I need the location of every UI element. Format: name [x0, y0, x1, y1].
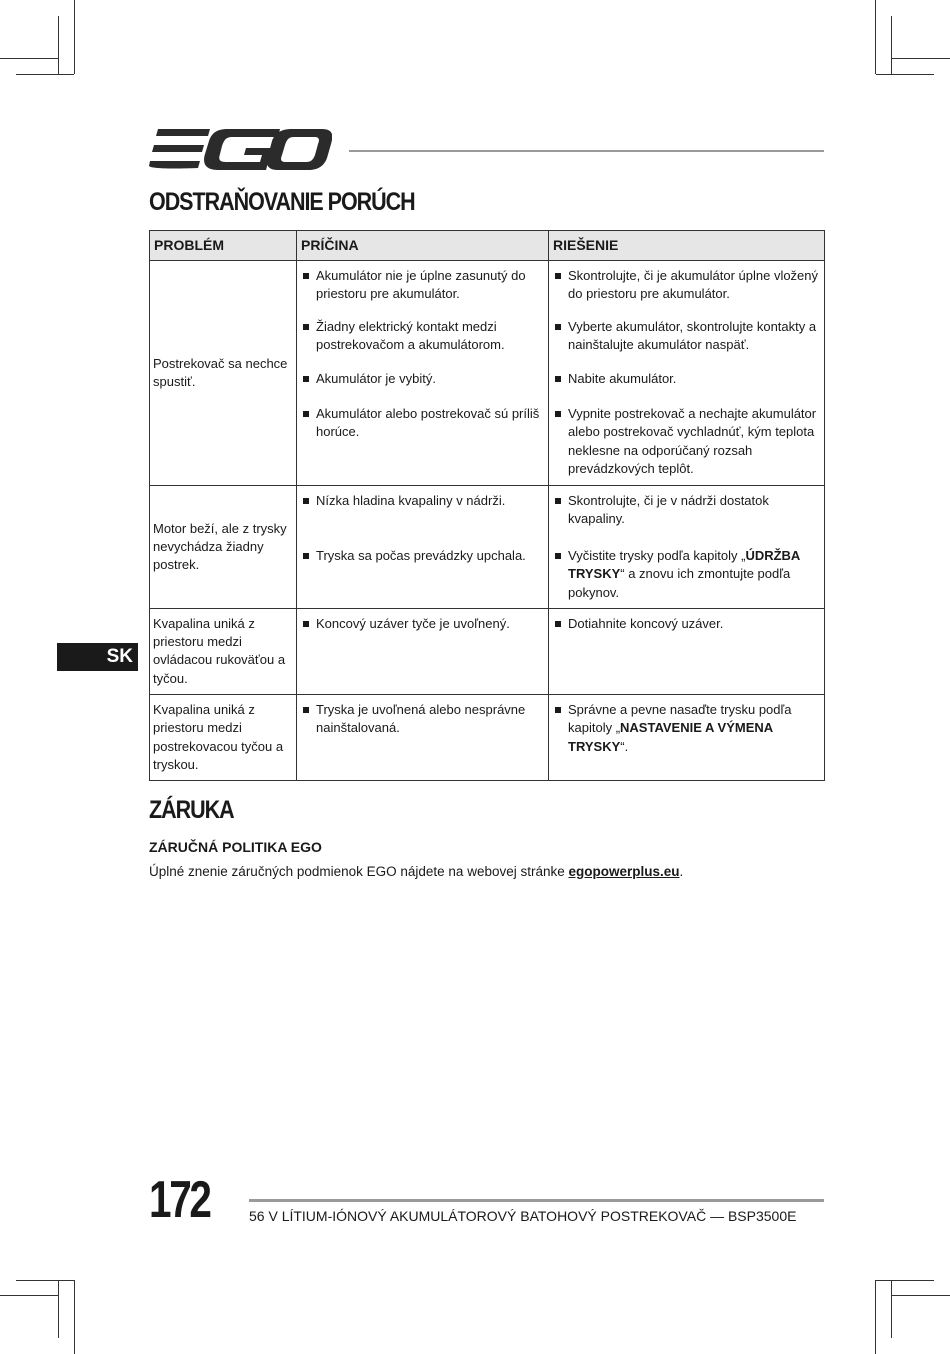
ego-logo: [148, 128, 332, 172]
table-row: [150, 486, 825, 609]
solution-item: Nabite akumulátor.: [554, 370, 820, 388]
crop-mark: [891, 16, 892, 74]
solution-text: “ a znovu ich zmontujte podľa pokynov.: [568, 566, 791, 600]
cause-item: Nízka hladina kvapaliny v nádrži.: [302, 492, 544, 510]
solution-text: Správne a pevne nasaďte trysku podľa kapitoly „: [568, 702, 792, 736]
crop-mark: [74, 1280, 75, 1354]
header-rule: [349, 150, 824, 152]
crop-mark: [16, 74, 74, 75]
table-row: [150, 261, 825, 486]
header-cause: PRÍČINA: [297, 231, 549, 261]
solution-item: [554, 547, 820, 602]
problem-cell: Postrekovač sa nechce spustiť.: [150, 261, 297, 486]
cause-item: Koncový uzáver tyče je uvoľnený.: [302, 615, 544, 633]
solution-cell: [549, 608, 825, 694]
chapter-reference: NASTAVENIE A VÝMENA TRYSKY: [568, 720, 773, 754]
warranty-text-lead: Úplné znenie záručných podmienok EGO nájdete na webovej stránke: [149, 864, 569, 879]
page-number: 172: [149, 1171, 210, 1229]
table-header-row: [150, 231, 825, 261]
problem-cell: Motor beží, ale z trysky nevychádza žiadny postrek.: [150, 486, 297, 609]
solution-text: “.: [620, 738, 629, 754]
footer-product-title: 56 V LÍTIUM-IÓNOVÝ AKUMULÁTOROVÝ BATOHOVÝ POSTREKOVAČ — BSP3500E: [249, 1208, 797, 1224]
crop-mark: [74, 0, 75, 74]
table-row: [150, 695, 825, 781]
solution-item: Dotiahnite koncový uzáver.: [554, 615, 820, 633]
cause-cell: [297, 261, 549, 486]
crop-mark: [892, 1295, 950, 1296]
cause-item: Akumulátor nie je úplne zasunutý do priestoru pre akumulátor.: [302, 267, 544, 304]
cause-cell: [297, 486, 549, 609]
cause-item: Tryska je uvoľnená alebo nesprávne nainštalovaná.: [302, 701, 544, 738]
cause-item: Akumulátor je vybitý.: [302, 370, 544, 388]
language-tab: SK: [57, 643, 138, 671]
cause-cell: [297, 695, 549, 781]
crop-mark: [876, 1280, 934, 1281]
warranty-text-end: .: [679, 864, 684, 879]
solution-item: Vypnite postrekovač a nechajte akumulátor alebo postrekovač vychladnúť, kým teplota neklesne na odporúčaný rozsah prevádzkových teplôt.: [554, 405, 820, 478]
crop-mark: [0, 58, 58, 59]
warranty-link[interactable]: egopowerplus.eu: [568, 864, 680, 879]
warranty-subtitle: ZÁRUČNÁ POLITIKA EGO: [149, 839, 322, 855]
cause-item: Tryska sa počas prevádzky upchala.: [302, 547, 544, 565]
crop-mark: [58, 1280, 59, 1338]
cause-cell: [297, 608, 549, 694]
crop-mark: [875, 1280, 876, 1354]
solution-cell: [549, 486, 825, 609]
cause-item: Žiadny elektrický kontakt medzi postrekovačom a akumulátorom.: [302, 318, 544, 355]
header-problem: PROBLÉM: [150, 231, 297, 261]
solution-item: Skontrolujte, či je v nádrži dostatok kvapaliny.: [554, 492, 820, 510]
table-row: [150, 608, 825, 694]
troubleshooting-table: [149, 230, 825, 781]
solution-cell: [549, 261, 825, 486]
crop-mark: [891, 1280, 892, 1338]
crop-mark: [16, 1280, 74, 1281]
problem-cell: Kvapalina uniká z priestoru medzi postrekovacou tyčou a tryskou.: [150, 695, 297, 781]
footer-rule: [249, 1199, 824, 1202]
solution-cell: [549, 695, 825, 781]
problem-cell: Kvapalina uniká z priestoru medzi ovládacou rukoväťou a tyčou.: [150, 608, 297, 694]
solution-item: Vyberte akumulátor, skontrolujte kontakty a nainštalujte akumulátor naspäť.: [554, 318, 820, 355]
solution-item: [554, 701, 820, 756]
header-solution: RIEŠENIE: [549, 231, 825, 261]
cause-item: Akumulátor alebo postrekovač sú príliš horúce.: [302, 405, 544, 442]
crop-mark: [892, 58, 950, 59]
crop-mark: [875, 0, 876, 74]
crop-mark: [876, 74, 934, 75]
crop-mark: [58, 16, 59, 74]
warranty-text: [149, 864, 683, 879]
solution-item: Skontrolujte, či je akumulátor úplne vložený do priestoru pre akumulátor.: [554, 267, 820, 304]
solution-text: Vyčistite trysky podľa kapitoly „: [568, 548, 746, 563]
crop-mark: [0, 1295, 58, 1296]
chapter-reference: ÚDRŽBA TRYSKY: [568, 548, 800, 582]
warranty-title: ZÁRUKA: [149, 796, 234, 824]
troubleshooting-title: ODSTRAŇOVANIE PORÚCH: [149, 188, 415, 216]
